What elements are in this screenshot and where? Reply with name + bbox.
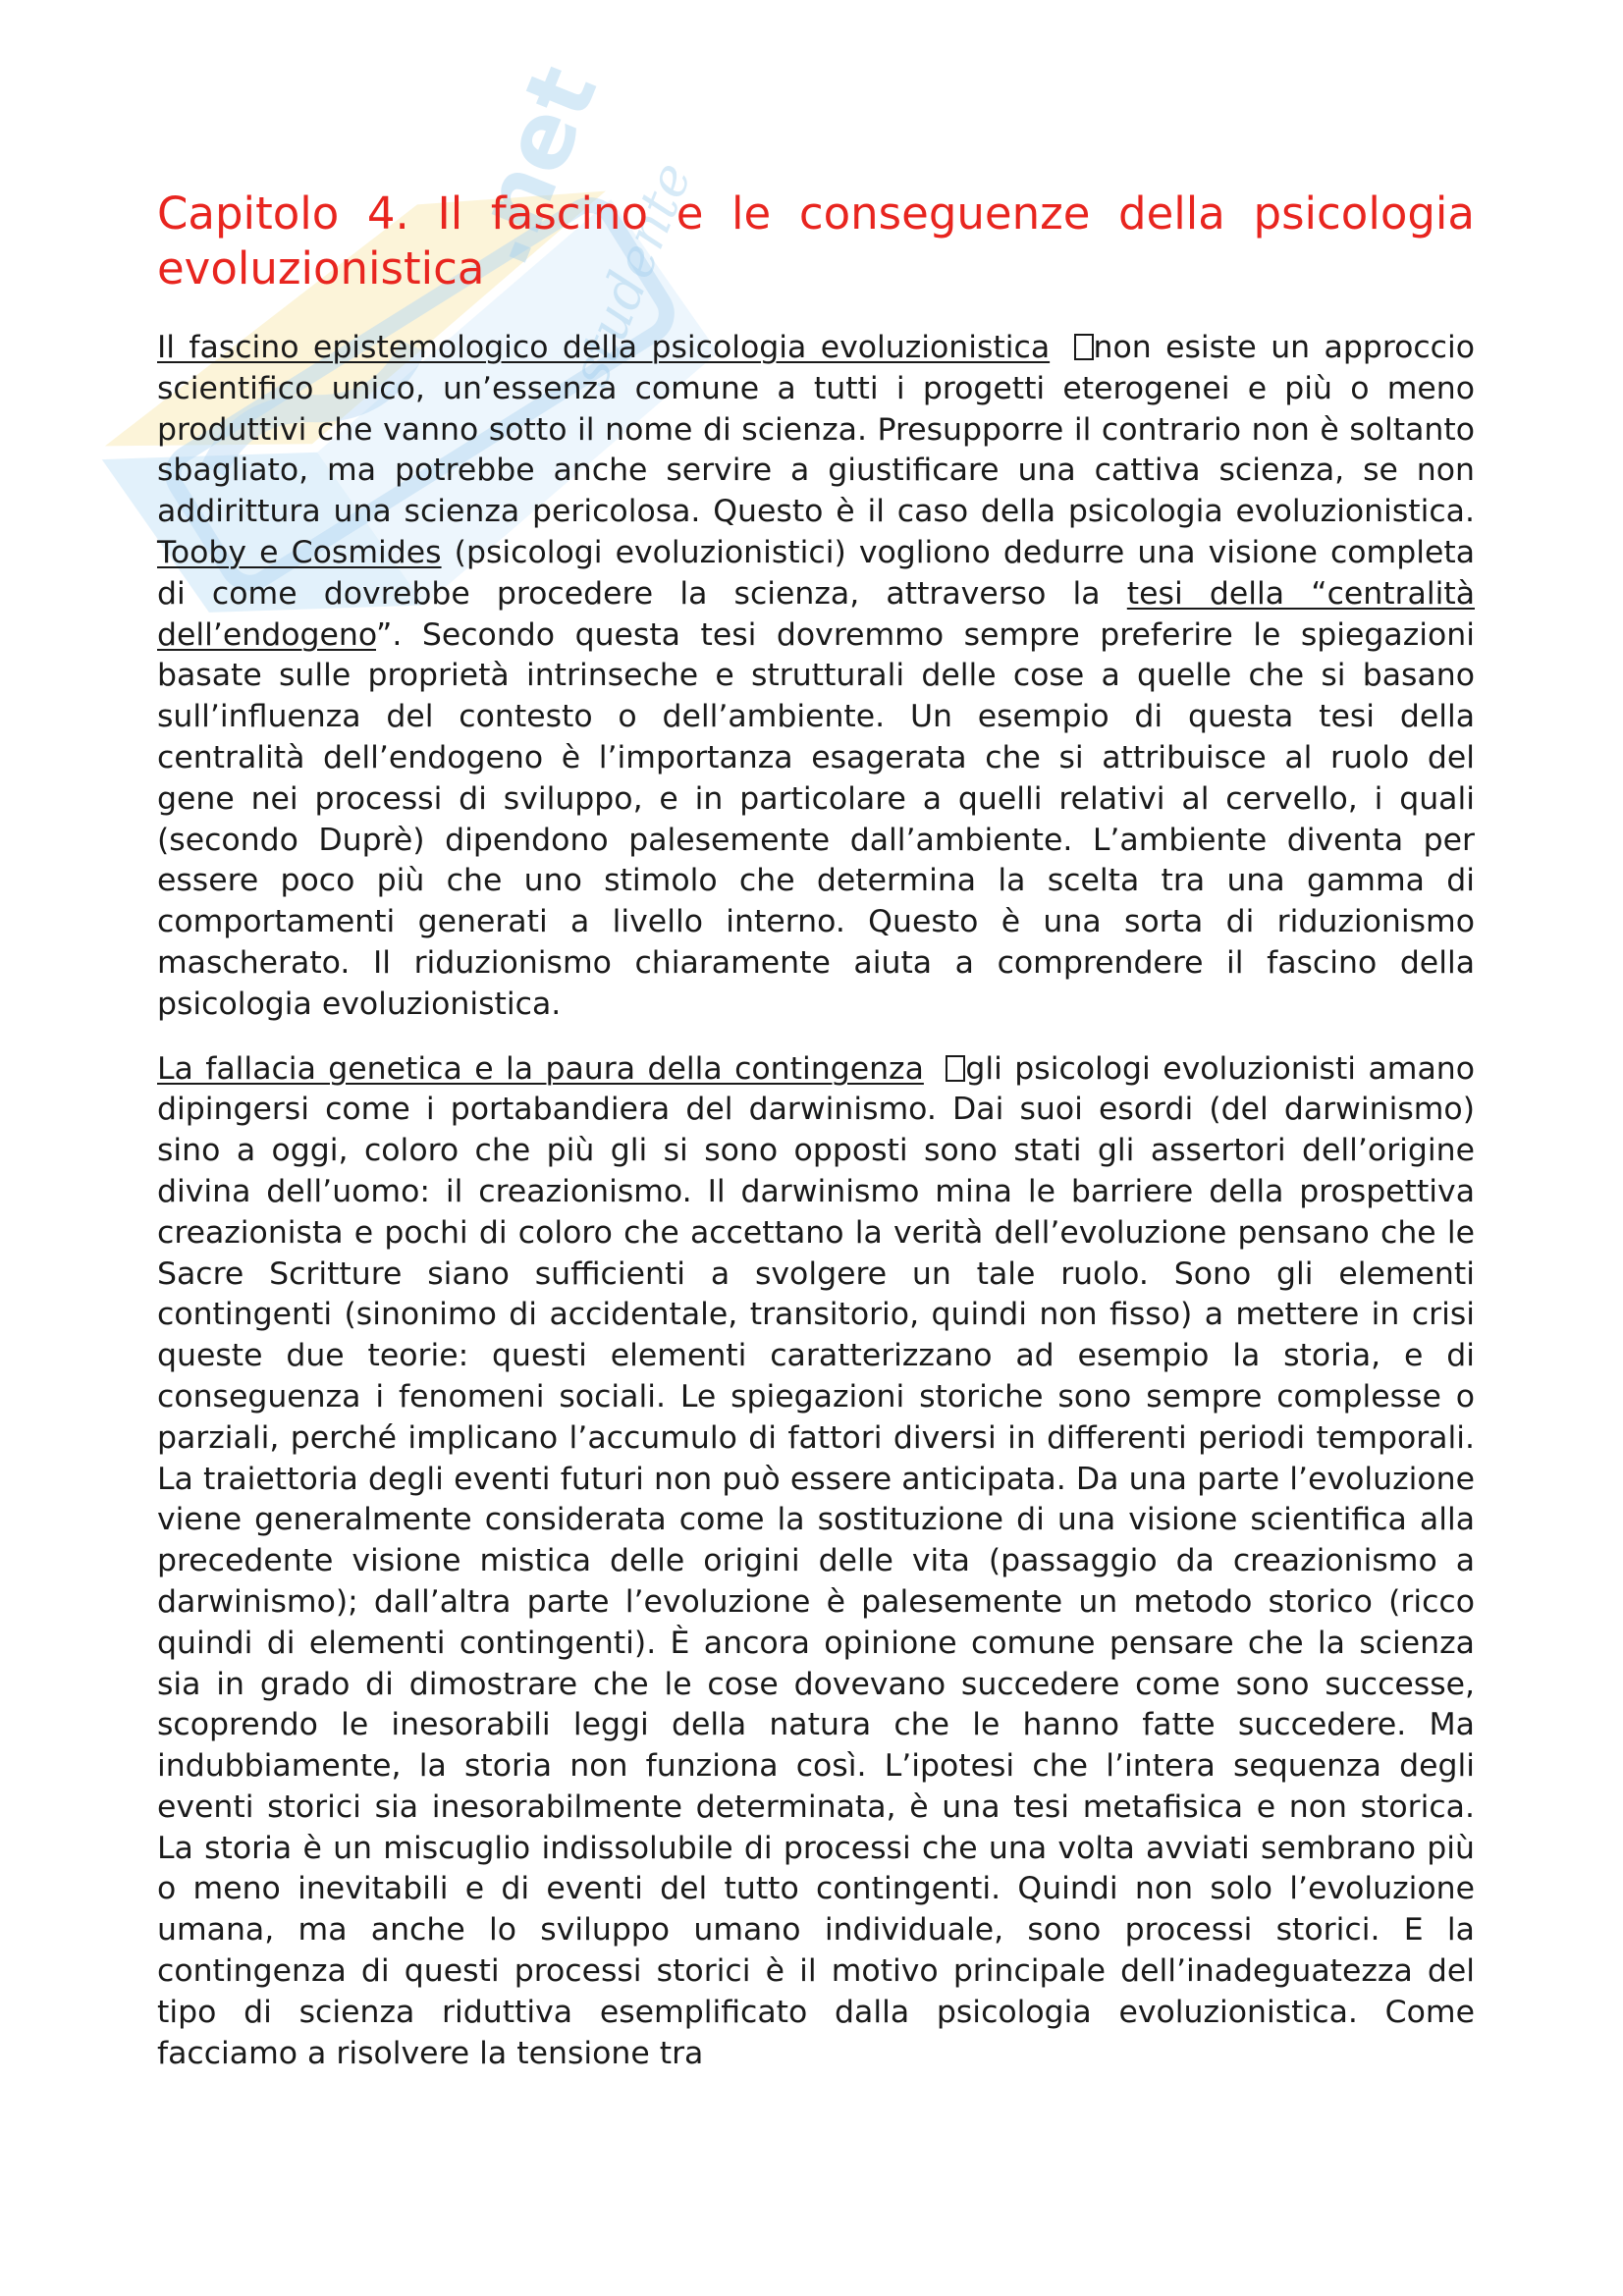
watermark-brand-text: .net xyxy=(444,51,619,280)
arrow-placeholder-icon xyxy=(1074,334,1094,360)
paragraph-heading: Il fascino epistemologico della psicologia evoluzionistica xyxy=(157,330,1051,365)
authors-reference: Tooby e Cosmides xyxy=(157,534,442,570)
watermark-tagline: studente xyxy=(558,153,704,395)
document-page xyxy=(157,187,1475,2098)
chapter-title: Capitolo 4. Il fascino e le conseguenze della psicologia evoluzionistica xyxy=(157,187,1475,294)
paragraph-heading: La fallacia genetica e la paura della contingenza xyxy=(157,1050,924,1087)
arrow-placeholder-icon xyxy=(946,1055,965,1082)
paragraph-epistemological-fascination xyxy=(157,328,1475,1026)
paragraph-text: gli psicologi evoluzionisti amano dipingersi come i portabandiera del darwinismo. Dai suoi esordi (del darwinismo) sino a oggi, coloro che più gli si sono opposti sono stati gli assertori dell’origine divina dell’uomo: il creazionismo. Il darwinismo mina le barriere della prospettiva creazionista e pochi di coloro che accettano la verità dell’evoluzione pensano che le Sacre Scritture siano sufficienti a svolgere un tale ruolo. Sono gli elementi contingenti (sinonimo di accidentale, transitorio, quindi non fisso) a mettere in crisi queste due teorie: questi elementi caratterizzano ad esempio la storia, e di conseguenza i fenomeni sociali. Le spiegazioni storiche sono sempre complesse o parziali, perché implicano l’accumulo di fattori diversi in differenti periodi temporali. La traiettoria degli eventi futuri non può essere anticipata. Da una parte l’evoluzione viene generalmente considerata come la sostituzione di una visione scientifica alla precedente visione mistica delle origini delle vita (passaggio da creazionismo a darwinismo); dall’altra parte l’evoluzione è palesemente un metodo storico (ricco quindi di elementi contingenti). È ancora opinione comune pensare che la scienza sia in grado di dimostrare che le cose dovevano succedere come sono successe, scoprendo le inesorabili leggi della natura che le hanno fatte succedere. Ma indubbiamente, la storia non funziona così. L’ipotesi che l’intera sequenza degli eventi storici sia inesorabilmente determinata, è una tesi metafisica e non storica. La storia è un miscuglio indissolubile di processi che una volta avviati sembrano più o meno inevitabili e di eventi del tutto contingenti. Quindi non solo l’evoluzione umana, ma anche lo sviluppo umano individuale, sono processi storici. E la contingenza di questi processi storici è il motivo principale dell’inadeguatezza del tipo di scienza riduttiva esemplificato dalla psicologia evoluzionistica. Come facciamo a risolvere la tensione tra xyxy=(157,1050,1476,2071)
thesis-reference: tesi della “centralità dell’endogeno xyxy=(157,575,1475,653)
paragraph-text: non esiste un approccio scientifico unico, un’essenza comune a tutti i progetti eterogenei e più o meno produttivi che vanno sotto il nome di scienza. Presupporre il contrario non è soltanto sbagliato, ma potrebbe anche servire a giustificare una cattiva scienza, se non addirittura una scienza pericolosa. Questo è il caso della psicologia evoluzionistica. xyxy=(157,330,1476,530)
paragraph-genetic-fallacy xyxy=(157,1049,1475,2075)
paragraph-text: ”. Secondo questa tesi dovremmo sempre preferire le spiegazioni basate sulle proprietà intrinseche e strutturali delle cose a quelle che si basano sull’influenza del contesto o dell’ambiente. Un esempio di questa tesi della centralità dell’endogeno è l’importanza esagerata che si attribuisce al ruolo del gene nei processi di sviluppo, e in particolare a quelli relativi al cervello, i quali (secondo Duprè) dipendono palesemente dall’ambiente. L’ambiente diventa per essere poco più che uno stimolo che determina la scelta tra una gamma di comportamenti generati a livello interno. Questo è una sorta di riduzionismo mascherato. Il riduzionismo chiaramente aiuta a comprendere il fascino della psicologia evoluzionistica. xyxy=(157,616,1475,1022)
paragraph-text: (psicologi evoluzionistici) vogliono dedurre una visione completa di come dovrebbe procedere la scienza, attraverso la xyxy=(157,534,1475,612)
